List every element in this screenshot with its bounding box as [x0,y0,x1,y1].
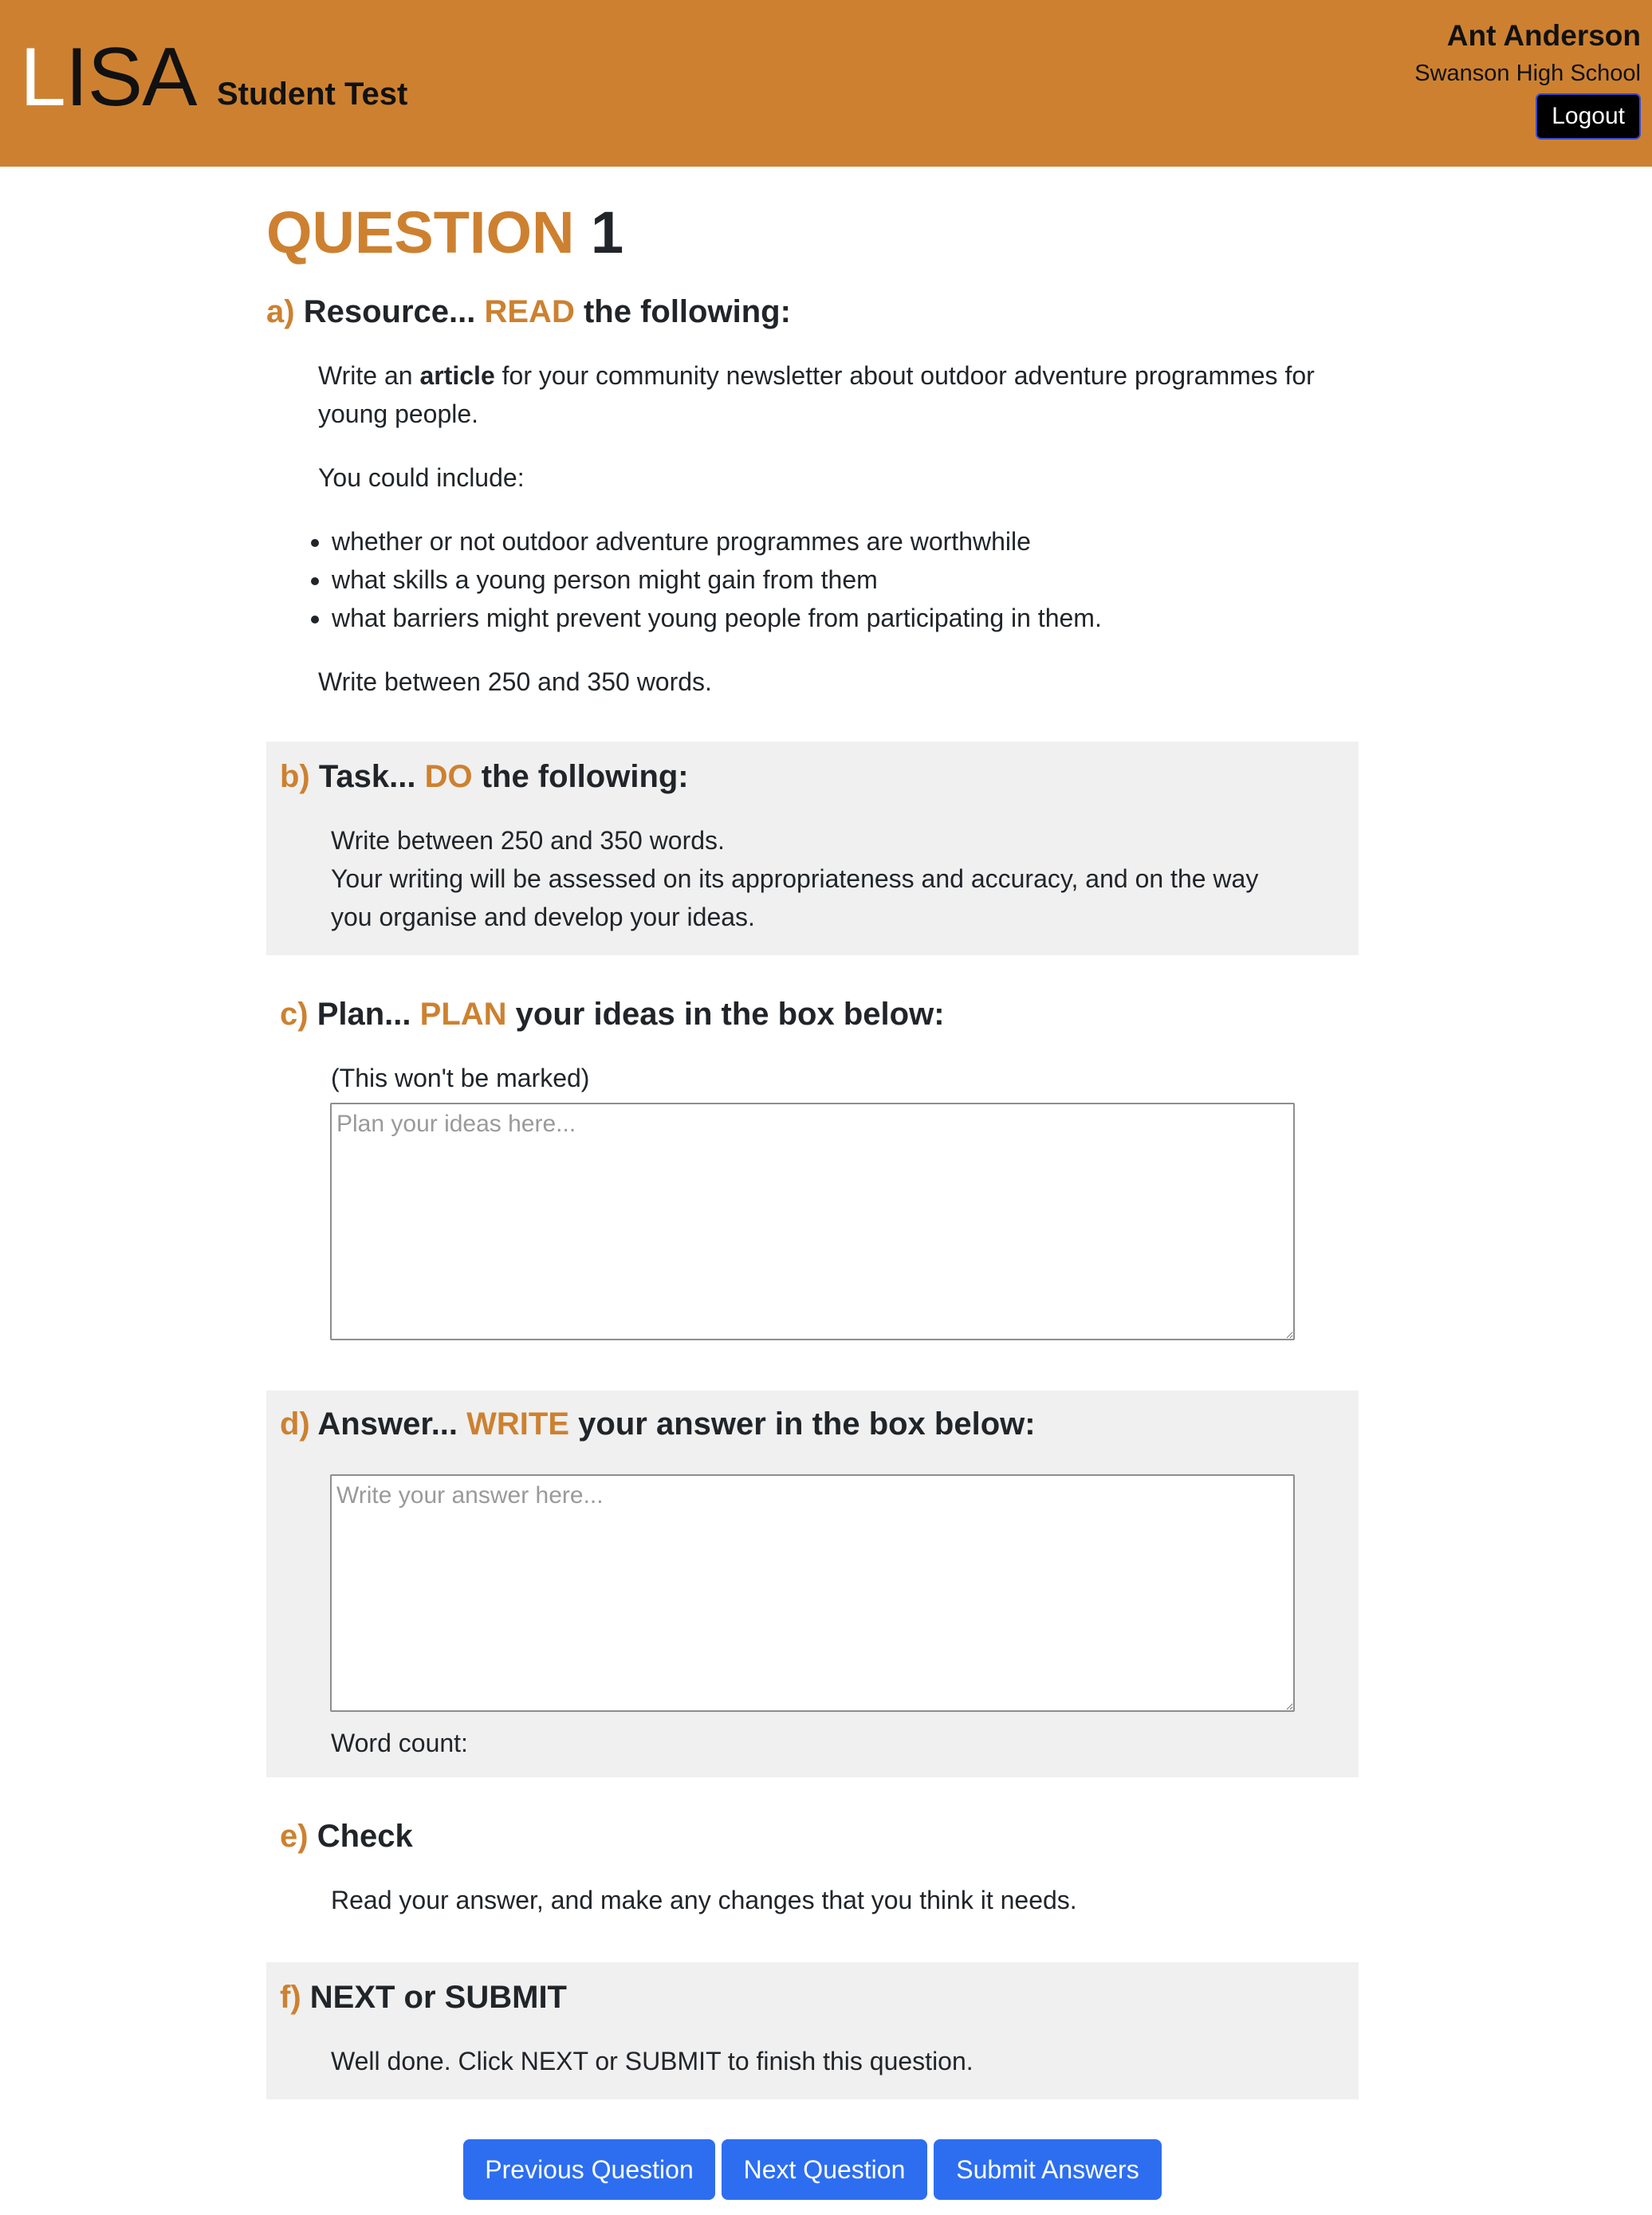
section-f-heading [280,1980,567,2016]
prompt-before: Write an [318,361,413,390]
lisa-logo [20,30,196,125]
app-subtitle: Student Test [217,77,408,112]
logo-first-letter: L [20,31,65,124]
question-word: QUESTION [266,199,575,266]
section-letter: a) [266,294,295,329]
section-b-heading [280,759,689,795]
section-suffix: the following: [583,294,791,329]
section-keyword: WRITE [466,1407,570,1442]
section-letter: d) [280,1407,310,1442]
section-task [266,742,1359,955]
section-letter: b) [280,759,310,794]
list-item: • what skills a young person might gain from them [332,561,1424,599]
word-count-label: Word count: [331,1729,468,1757]
section-d-heading [280,1407,1036,1442]
section-keyword: PLAN [419,997,507,1032]
include-list [266,522,1424,637]
next-question-button[interactable]: Next Question [722,2139,927,2200]
task-line-2: Your writing will be assessed on its appropriateness and accuracy, and on the way you organise and develop your ideas. [331,864,1259,931]
prompt-bold-word: article [419,361,495,390]
section-answer [266,1391,1359,1777]
section-plan [266,979,1359,1362]
question-number: 1 [591,199,624,266]
not-marked-note: (This won't be marked) [331,1064,590,1092]
word-limit-text: Write between 250 and 350 words. [318,667,712,696]
could-include-label: You could include: [318,463,525,492]
list-item: • what barriers might prevent young people from participating in them. [332,599,1424,637]
section-keyword: READ [484,294,575,329]
logo-rest: ISA [65,31,197,124]
section-letter: f) [280,1980,301,2015]
check-text: Read your answer, and make any changes that you think it needs. [331,1886,1077,1914]
section-e-heading [280,1819,413,1855]
answer-textarea[interactable] [330,1474,1295,1712]
section-prefix: Answer... [317,1407,458,1442]
section-prefix: Plan... [317,997,411,1032]
task-line-1: Write between 250 and 350 words. [331,826,725,855]
article-prompt [318,356,1363,433]
previous-question-button[interactable]: Previous Question [463,2139,715,2200]
section-title: NEXT or SUBMIT [309,1980,567,2015]
logout-button[interactable]: Logout [1536,93,1641,140]
next-submit-text: Well done. Click NEXT or SUBMIT to finish this question. [331,2047,974,2075]
section-c-heading [280,997,945,1033]
list-item: • whether or not outdoor adventure programmes are worthwhile [332,522,1424,561]
section-title: Check [317,1819,413,1854]
school-name: Swanson High School [1414,61,1641,86]
section-suffix: your ideas in the box below: [515,997,945,1032]
plan-textarea[interactable] [330,1103,1295,1340]
user-name: Ant Anderson [1446,19,1641,52]
section-a-heading [266,294,791,330]
section-keyword: DO [424,759,473,794]
section-check [266,1801,1359,1961]
section-suffix: your answer in the box below: [578,1407,1036,1442]
section-prefix: Task... [318,759,416,794]
submit-answers-button[interactable]: Submit Answers [934,2139,1162,2200]
section-next-submit [266,1962,1359,2099]
prompt-after: for your community newsletter about outdoor adventure programmes for young people. [318,361,1315,428]
section-suffix: the following: [481,759,689,794]
section-prefix: Resource... [303,294,476,329]
app-header [0,0,1652,167]
question-title [266,199,623,266]
section-letter: c) [280,997,309,1032]
section-letter: e) [280,1819,309,1854]
